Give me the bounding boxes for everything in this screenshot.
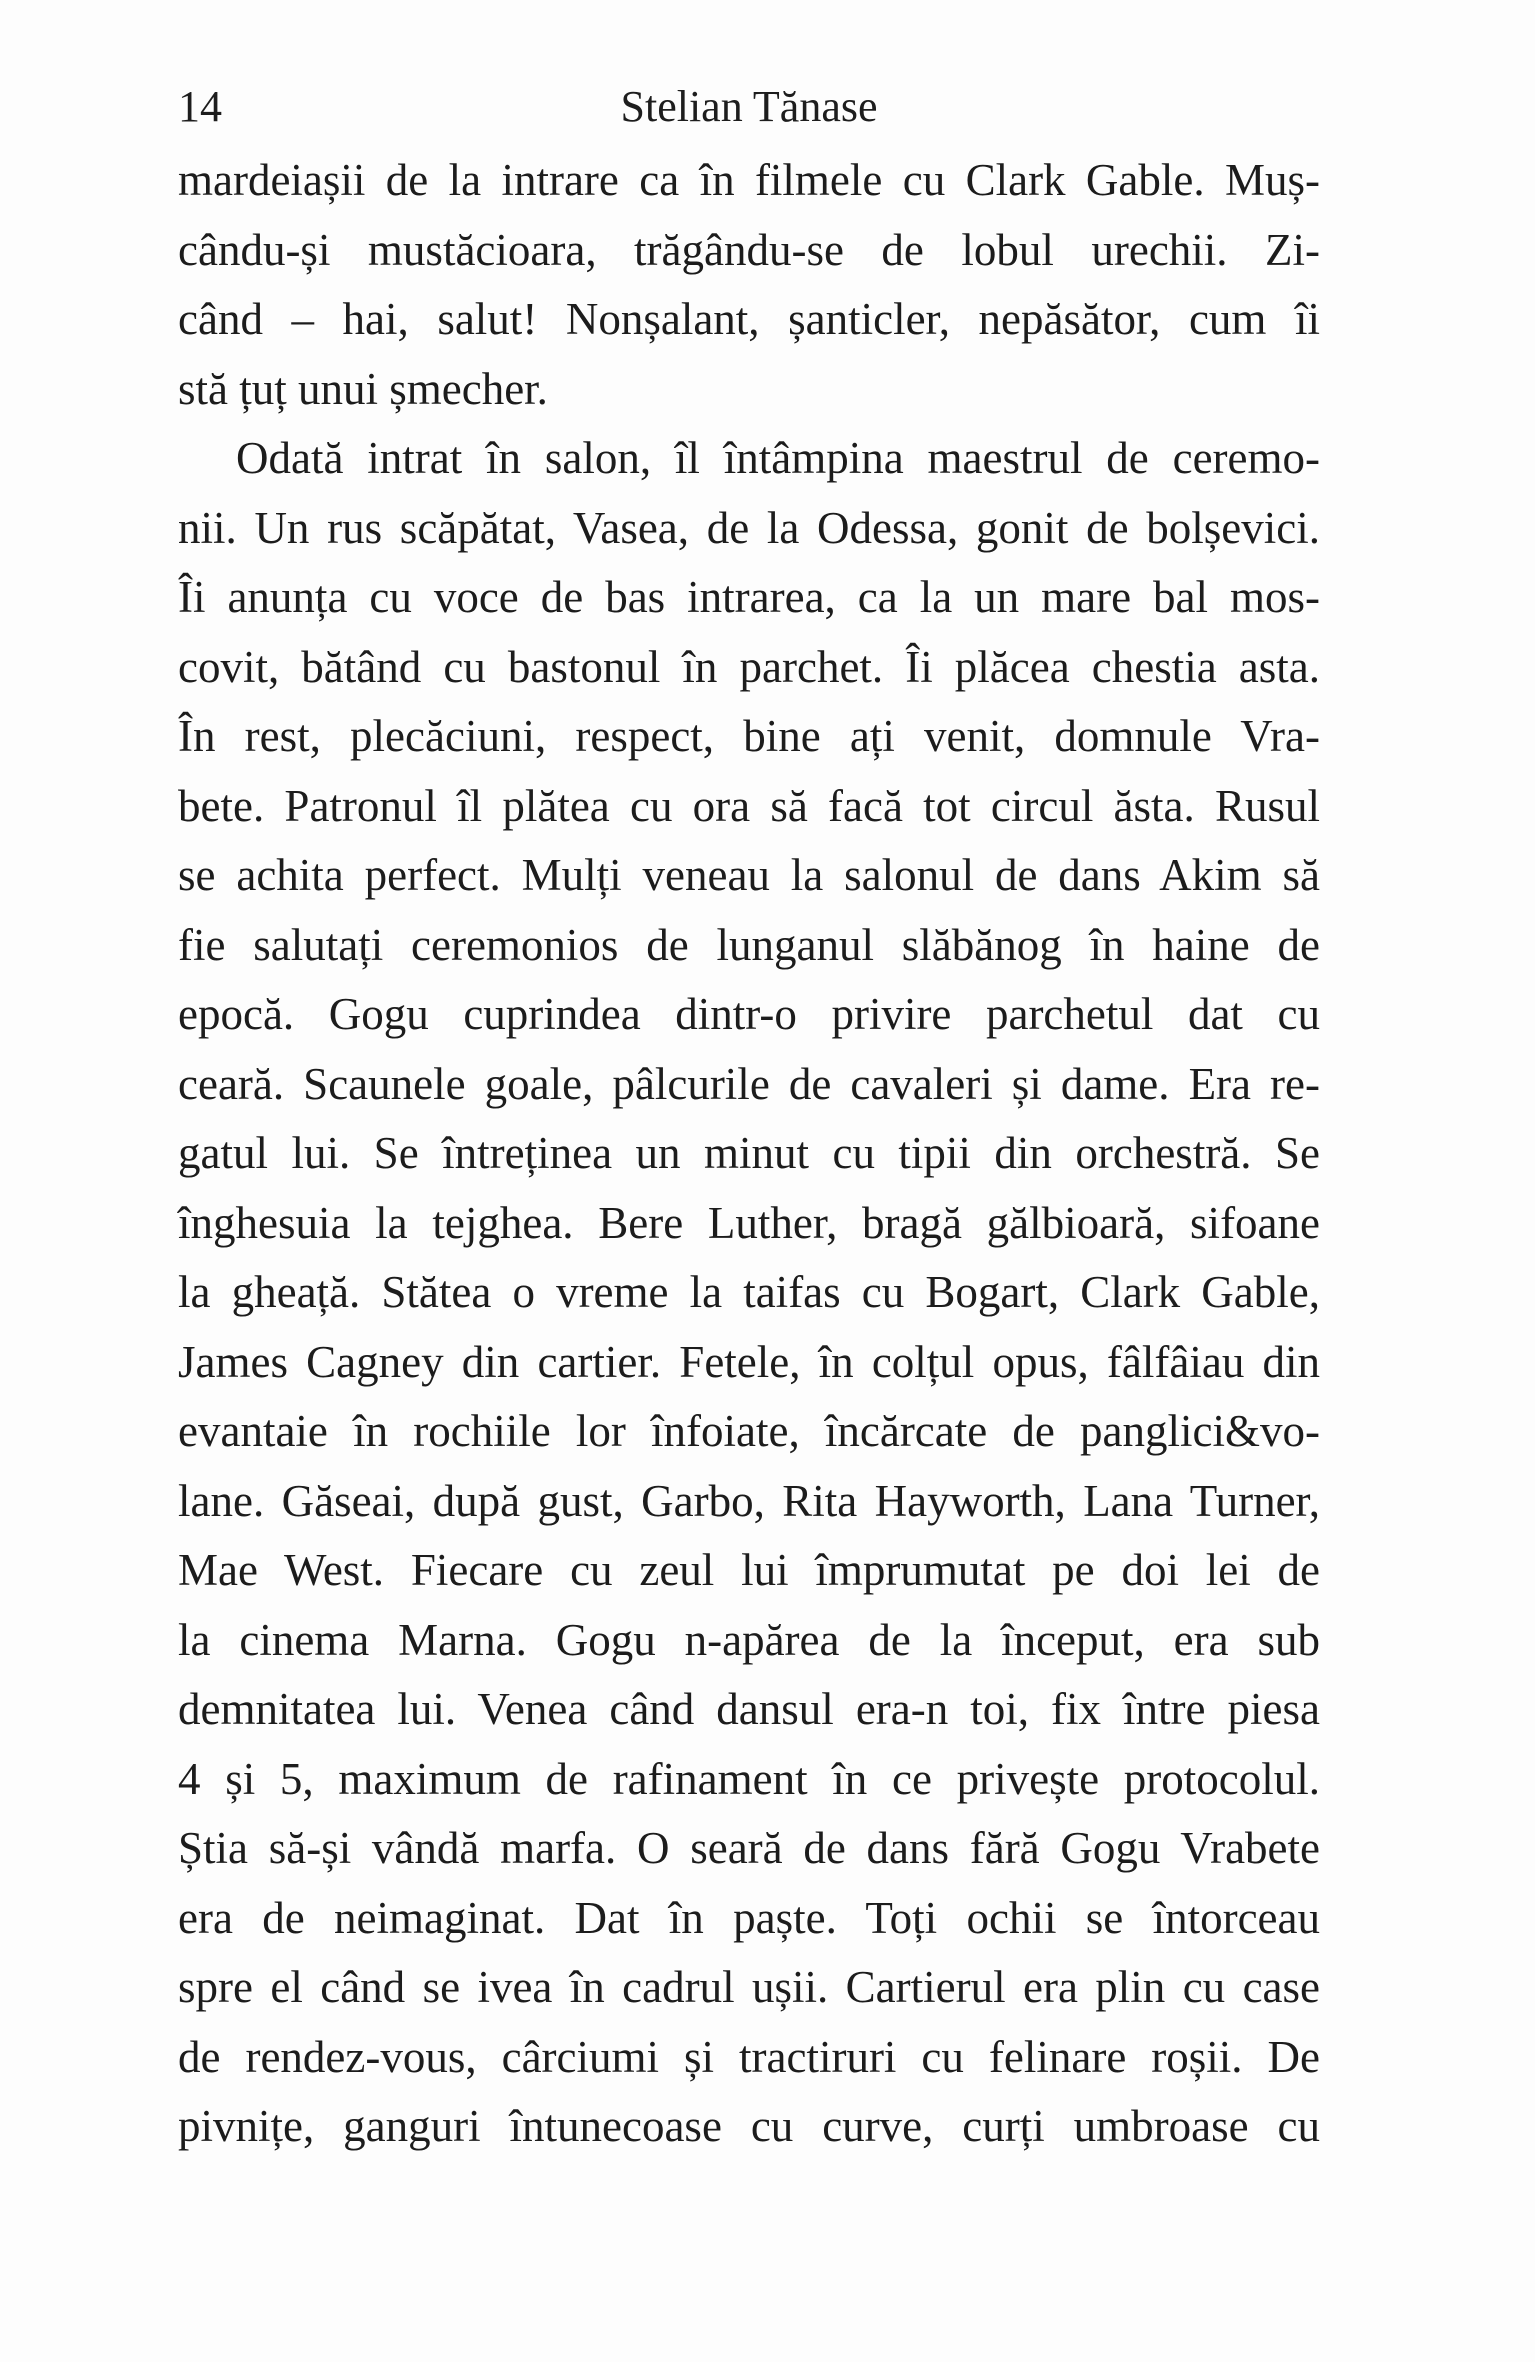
text-line: gatul lui. Se întreținea un minut cu tipii din orchestră. Se	[178, 1128, 1320, 1178]
text-line: stă țuț unui șmecher.	[178, 363, 548, 414]
text-line: la gheață. Stătea o vreme la taifas cu Bogart, Clark Gable,	[178, 1267, 1320, 1317]
text-line: cându-și mustăcioara, trăgându-se de lobul urechii. Zi-	[178, 224, 1320, 275]
text-line: 4 și 5, maximum de rafinament în ce privește protocolul.	[178, 1753, 1320, 1804]
text-line: înghesuia la tejghea. Bere Luther, bragă gălbioară, sifoane	[178, 1197, 1320, 1248]
text-line: lane. Găseai, după gust, Garbo, Rita Hayworth, Lana Turner,	[178, 1475, 1320, 1526]
text-line: epocă. Gogu cuprindea dintr-o privire parchetul dat cu	[178, 989, 1320, 1039]
text-line: Știa să-și vândă marfa. O seară de dans fără Gogu Vrabete	[178, 1823, 1320, 1873]
text-line: când – hai, salut! Nonșalant, șanticler, nepăsător, cum îi	[178, 294, 1320, 344]
text-line: se achita perfect. Mulți veneau la salonul de dans Akim să	[178, 850, 1320, 900]
text-line: evantaie în rochiile lor înfoiate, încărcate de panglici&vo-	[178, 1406, 1320, 1456]
text-line: covit, bătând cu bastonul în parchet. Îi plăcea chestia asta.	[178, 641, 1320, 692]
running-header-author: Stelian Tănase	[620, 82, 878, 131]
text-line: nii. Un rus scăpătat, Vasea, de la Odessa, gonit de bolșevici.	[178, 502, 1320, 553]
paragraph-1	[178, 146, 1320, 424]
text-line: Îi anunța cu voce de bas intrarea, ca la un mare bal mos-	[178, 572, 1320, 622]
text-line: Odată intrat în salon, îl întâmpina maestrul de ceremo-	[236, 433, 1320, 483]
text-line: ceară. Scaunele goale, pâlcurile de cavaleri și dame. Era re-	[178, 1058, 1320, 1109]
text-line: spre el când se ivea în cadrul ușii. Cartierul era plin cu case	[178, 1962, 1320, 2012]
text-line: demnitatea lui. Venea când dansul era-n toi, fix între piesa	[178, 1684, 1320, 1734]
text-line: pivnițe, ganguri întunecoase cu curve, curți umbroase cu	[178, 2101, 1320, 2151]
text-line: Mae West. Fiecare cu zeul lui împrumutat pe doi lei de	[178, 1545, 1320, 1595]
paragraph-2	[178, 424, 1320, 2162]
body-text	[178, 146, 1320, 2162]
text-line: James Cagney din cartier. Fetele, în colțul opus, fâlfâiau din	[178, 1336, 1320, 1387]
text-line: de rendez-vous, cârciumi și tractiruri cu felinare roșii. De	[178, 2031, 1320, 2082]
text-line: mardeiașii de la intrare ca în filmele cu Clark Gable. Muș-	[178, 155, 1320, 205]
page-number: 14	[178, 82, 222, 131]
text-line: era de neimaginat. Dat în paște. Toți ochii se întorceau	[178, 1892, 1320, 1943]
text-line: În rest, plecăciuni, respect, bine ați venit, domnule Vra-	[178, 711, 1320, 761]
text-line: fie salutați ceremonios de lunganul slăbănog în haine de	[178, 919, 1320, 970]
text-line: la cinema Marna. Gogu n-apărea de la început, era sub	[178, 1614, 1320, 1665]
page-header	[178, 82, 1320, 134]
text-line: bete. Patronul îl plătea cu ora să facă tot circul ăsta. Rusul	[178, 780, 1320, 831]
